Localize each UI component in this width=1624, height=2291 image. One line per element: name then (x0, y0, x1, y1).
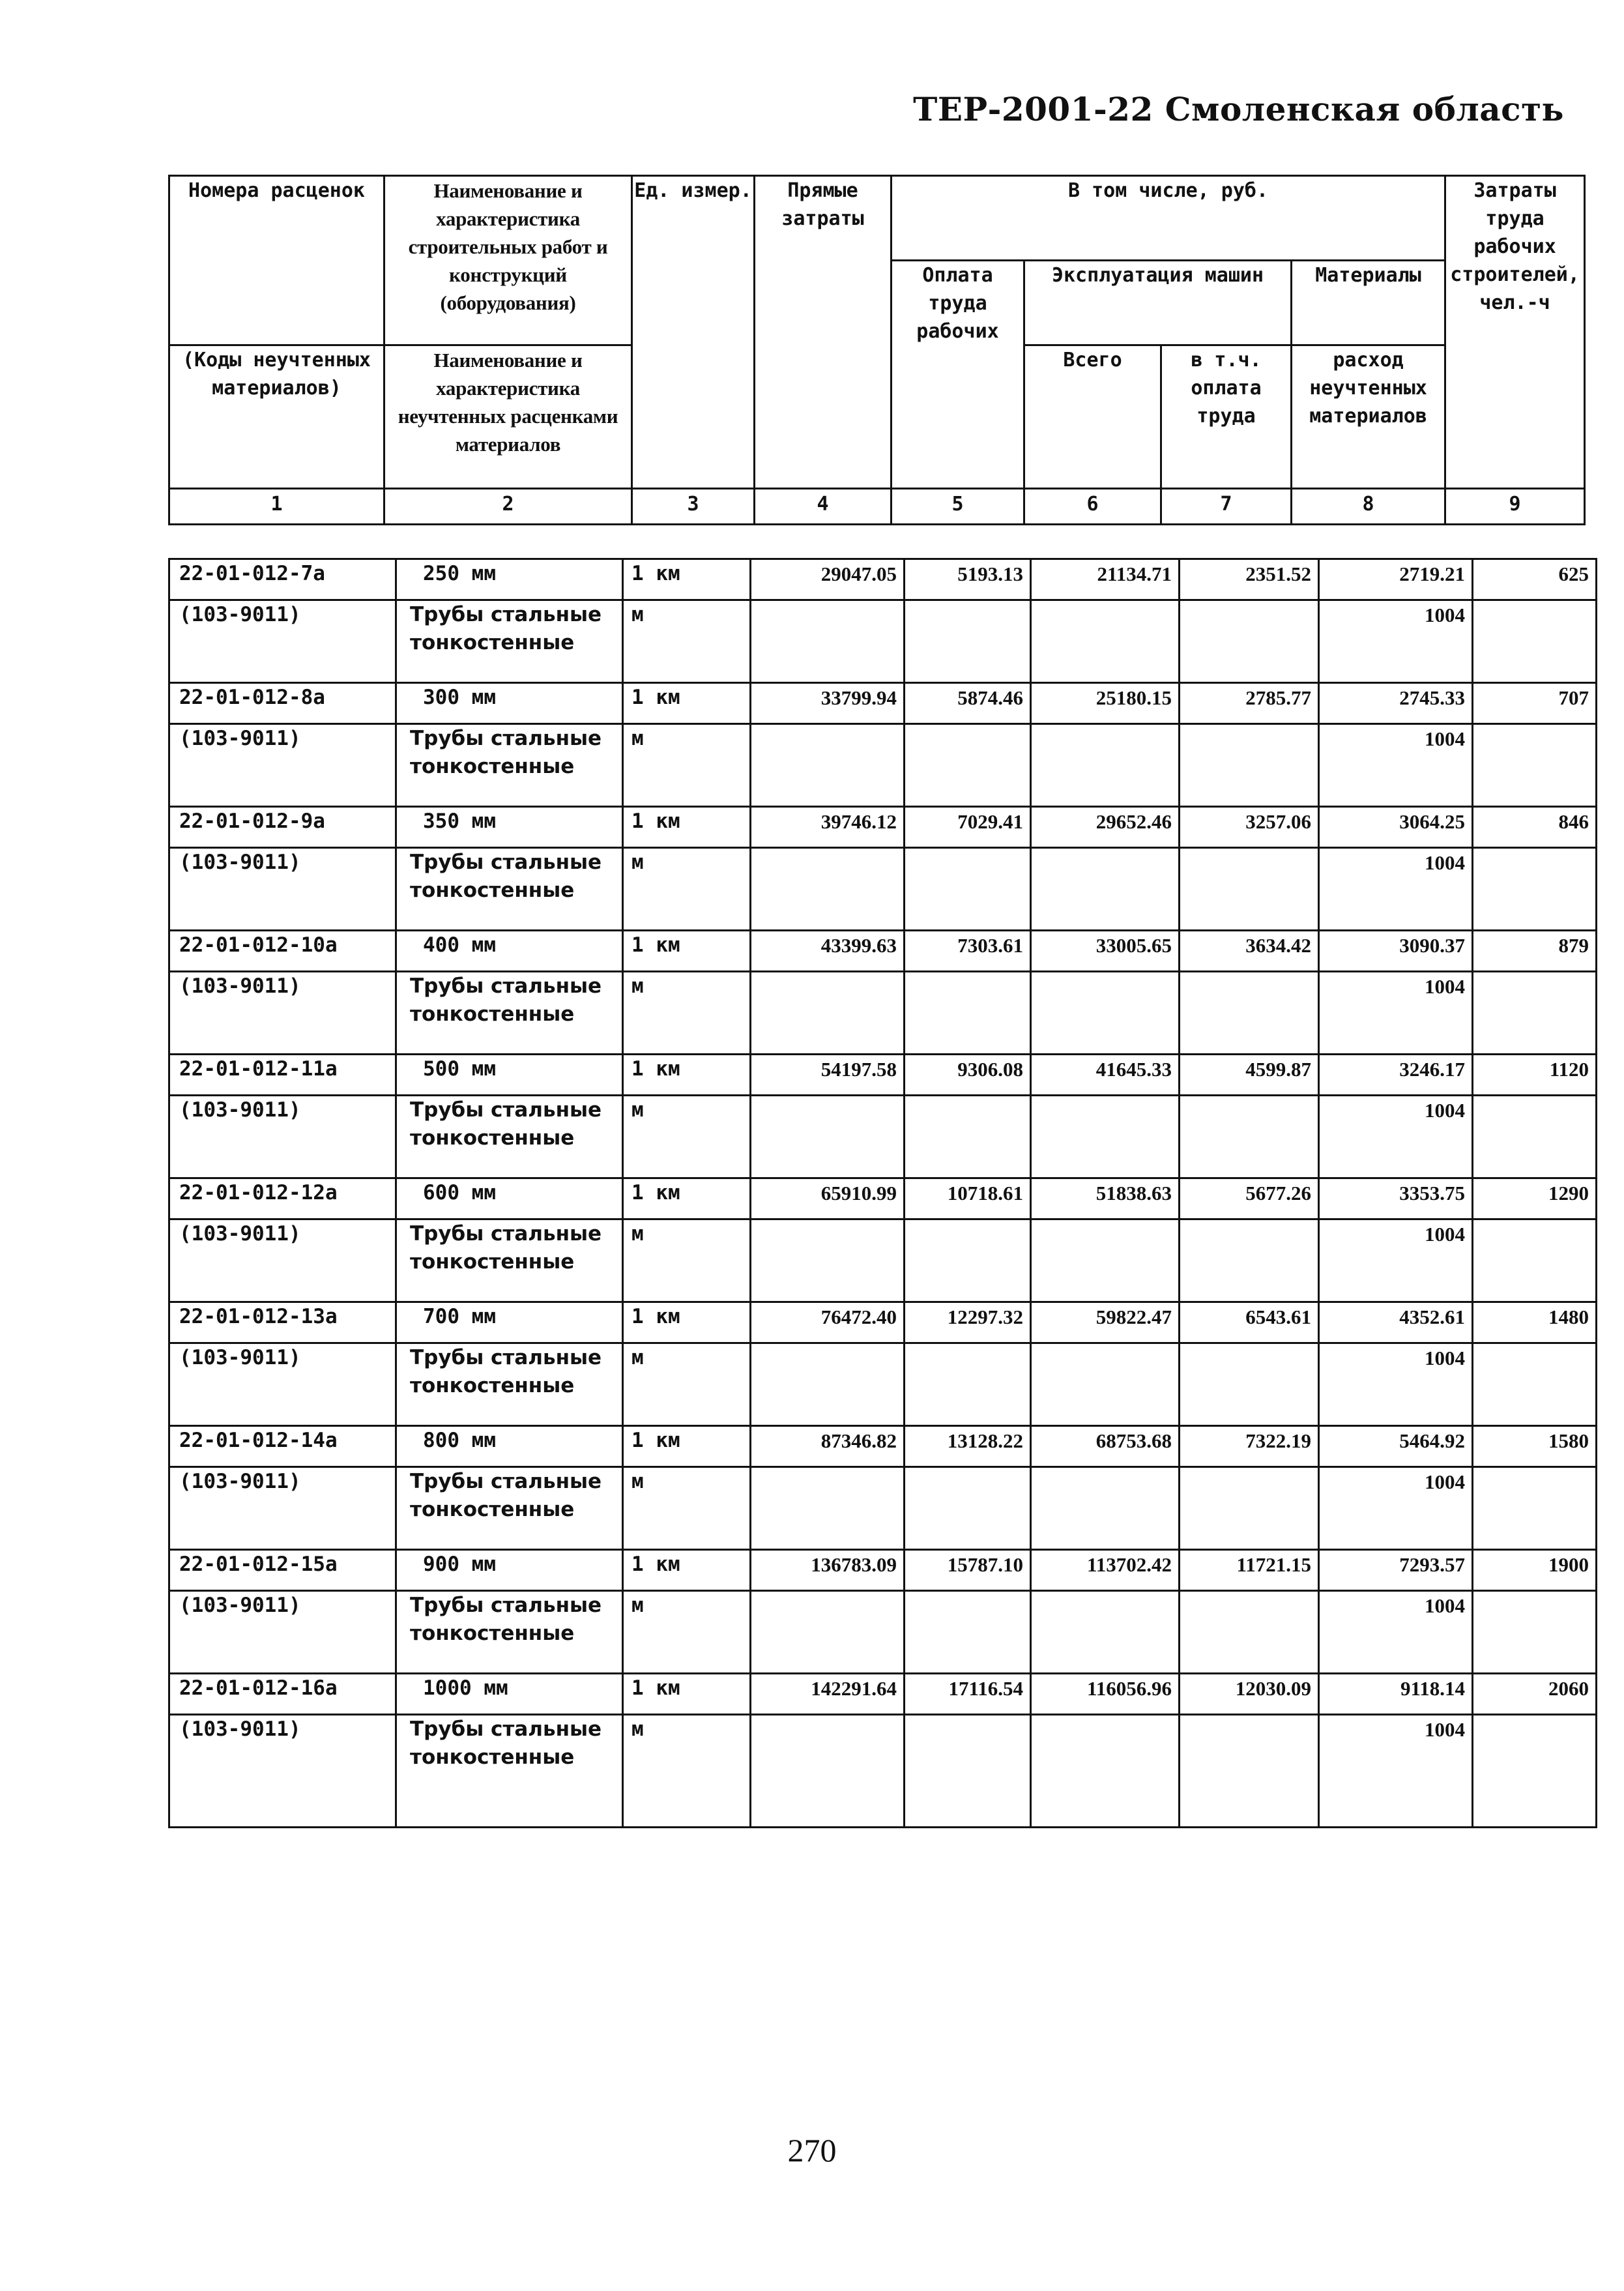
empty-cell (1180, 1715, 1319, 1828)
empty-cell (1473, 1343, 1597, 1426)
labor-hours: 1290 (1473, 1178, 1597, 1219)
material-unit: м (623, 1219, 751, 1302)
empty-cell (905, 1591, 1031, 1674)
material-unit: м (623, 972, 751, 1055)
empty-cell (751, 1219, 905, 1302)
page-title: ТЕР-2001-22 Смоленская область (913, 90, 1564, 128)
empty-cell (905, 1096, 1031, 1178)
empty-cell (905, 1715, 1031, 1828)
unit-cell: 1 км (623, 931, 751, 972)
material-name: Трубы стальные тонкостенные (396, 724, 623, 807)
rate-code: 22-01-012-16а (169, 1674, 396, 1715)
table-row (169, 1178, 1597, 1219)
material-code: (103-9011) (169, 1467, 396, 1550)
table-row (169, 1550, 1597, 1591)
table-row (169, 559, 1597, 600)
empty-cell (1473, 1219, 1597, 1302)
direct-cost: 136783.09 (751, 1550, 905, 1591)
material-unit: м (623, 1591, 751, 1674)
machines-labor-cost: 2351.52 (1180, 559, 1319, 600)
unit-cell: 1 км (623, 1178, 751, 1219)
empty-cell (1031, 1343, 1180, 1426)
unit-cell: 1 км (623, 1302, 751, 1343)
direct-cost: 54197.58 (751, 1055, 905, 1096)
empty-cell (905, 600, 1031, 683)
labor-cost: 12297.32 (905, 1302, 1031, 1343)
empty-cell (751, 1096, 905, 1178)
empty-cell (1473, 724, 1597, 807)
material-quantity: 1004 (1319, 972, 1473, 1055)
empty-cell (1473, 1467, 1597, 1550)
materials-cost: 4352.61 (1319, 1302, 1473, 1343)
direct-cost: 43399.63 (751, 931, 905, 972)
unit-cell: 1 км (623, 807, 751, 848)
material-unit: м (623, 1467, 751, 1550)
material-unit: м (623, 600, 751, 683)
labor-hours: 2060 (1473, 1674, 1597, 1715)
empty-cell (1031, 1096, 1180, 1178)
material-quantity: 1004 (1319, 724, 1473, 807)
rate-code: 22-01-012-15а (169, 1550, 396, 1591)
header-number: 5 (892, 489, 1024, 525)
empty-cell (751, 972, 905, 1055)
header-number: 6 (1024, 489, 1161, 525)
empty-cell (1473, 848, 1597, 931)
labor-cost: 15787.10 (905, 1550, 1031, 1591)
work-name: 300 мм (396, 683, 623, 724)
material-code: (103-9011) (169, 1096, 396, 1178)
empty-cell (905, 1467, 1031, 1550)
work-name: 250 мм (396, 559, 623, 600)
empty-cell (751, 724, 905, 807)
labor-hours: 707 (1473, 683, 1597, 724)
empty-cell (1031, 1715, 1180, 1828)
labor-cost: 9306.08 (905, 1055, 1031, 1096)
direct-cost: 76472.40 (751, 1302, 905, 1343)
material-name: Трубы стальные тонкостенные (396, 600, 623, 683)
material-unit: м (623, 848, 751, 931)
header-col8-bottom: расход неучтенных материалов (1292, 345, 1445, 489)
empty-cell (1031, 1219, 1180, 1302)
material-name: Трубы стальные тонкостенные (396, 1343, 623, 1426)
work-name: 1000 мм (396, 1674, 623, 1715)
materials-cost: 3090.37 (1319, 931, 1473, 972)
empty-cell (1473, 1591, 1597, 1674)
machines-cost: 116056.96 (1031, 1674, 1180, 1715)
machines-cost: 21134.71 (1031, 559, 1180, 600)
machines-labor-cost: 3257.06 (1180, 807, 1319, 848)
labor-hours: 625 (1473, 559, 1597, 600)
materials-cost: 7293.57 (1319, 1550, 1473, 1591)
material-row (169, 600, 1597, 683)
header-col9: Затраты труда рабочих строителей, чел.-ч (1445, 176, 1585, 489)
machines-labor-cost: 6543.61 (1180, 1302, 1319, 1343)
machines-labor-cost: 5677.26 (1180, 1178, 1319, 1219)
empty-cell (1180, 848, 1319, 931)
header-col4: Прямые затраты (755, 176, 892, 489)
labor-cost: 7303.61 (905, 931, 1031, 972)
header-col6: Всего (1024, 345, 1161, 489)
header-col2-bottom: Наименование и характеристика неучтенных расценками материалов (384, 345, 632, 489)
table-row (169, 807, 1597, 848)
empty-cell (1473, 972, 1597, 1055)
labor-cost: 5874.46 (905, 683, 1031, 724)
empty-cell (1473, 600, 1597, 683)
materials-cost: 3246.17 (1319, 1055, 1473, 1096)
work-name: 400 мм (396, 931, 623, 972)
material-name: Трубы стальные тонкостенные (396, 1096, 623, 1178)
empty-cell (1180, 724, 1319, 807)
work-name: 500 мм (396, 1055, 623, 1096)
empty-cell (751, 1591, 905, 1674)
empty-cell (1031, 848, 1180, 931)
empty-cell (1031, 1467, 1180, 1550)
machines-cost: 68753.68 (1031, 1426, 1180, 1467)
material-unit: м (623, 1715, 751, 1828)
machines-cost: 33005.65 (1031, 931, 1180, 972)
material-quantity: 1004 (1319, 1219, 1473, 1302)
page-number: 270 (787, 2132, 837, 2168)
machines-labor-cost: 12030.09 (1180, 1674, 1319, 1715)
table-row (169, 931, 1597, 972)
unit-cell: 1 км (623, 1055, 751, 1096)
header-col67: Эксплуатация машин (1024, 261, 1292, 345)
work-name: 800 мм (396, 1426, 623, 1467)
header-number: 2 (384, 489, 632, 525)
empty-cell (905, 1343, 1031, 1426)
empty-cell (905, 1219, 1031, 1302)
rate-code: 22-01-012-9а (169, 807, 396, 848)
material-code: (103-9011) (169, 1219, 396, 1302)
material-name: Трубы стальные тонкостенные (396, 1467, 623, 1550)
machines-labor-cost: 2785.77 (1180, 683, 1319, 724)
header-col5: Оплата труда рабочих (892, 261, 1024, 489)
materials-cost: 5464.92 (1319, 1426, 1473, 1467)
machines-cost: 41645.33 (1031, 1055, 1180, 1096)
materials-cost: 9118.14 (1319, 1674, 1473, 1715)
material-row (169, 724, 1597, 807)
machines-cost: 25180.15 (1031, 683, 1180, 724)
empty-cell (1180, 1219, 1319, 1302)
labor-hours: 1480 (1473, 1302, 1597, 1343)
machines-cost: 29652.46 (1031, 807, 1180, 848)
material-quantity: 1004 (1319, 1343, 1473, 1426)
material-unit: м (623, 724, 751, 807)
empty-cell (751, 1343, 905, 1426)
material-row (169, 1467, 1597, 1550)
unit-cell: 1 км (623, 1550, 751, 1591)
table-row (169, 1674, 1597, 1715)
labor-cost: 13128.22 (905, 1426, 1031, 1467)
rate-code: 22-01-012-11а (169, 1055, 396, 1096)
material-row (169, 1219, 1597, 1302)
header-number: 1 (169, 489, 384, 525)
material-row (169, 848, 1597, 931)
machines-labor-cost: 3634.42 (1180, 931, 1319, 972)
empty-cell (751, 848, 905, 931)
machines-labor-cost: 4599.87 (1180, 1055, 1319, 1096)
labor-hours: 1120 (1473, 1055, 1597, 1096)
material-row (169, 1591, 1597, 1674)
labor-cost: 10718.61 (905, 1178, 1031, 1219)
materials-cost: 3064.25 (1319, 807, 1473, 848)
material-code: (103-9011) (169, 600, 396, 683)
machines-cost: 113702.42 (1031, 1550, 1180, 1591)
machines-cost: 51838.63 (1031, 1178, 1180, 1219)
rate-code: 22-01-012-13а (169, 1302, 396, 1343)
material-unit: м (623, 1343, 751, 1426)
materials-cost: 2745.33 (1319, 683, 1473, 724)
work-name: 900 мм (396, 1550, 623, 1591)
table-row (169, 1302, 1597, 1343)
material-code: (103-9011) (169, 724, 396, 807)
empty-cell (1031, 972, 1180, 1055)
empty-cell (751, 1467, 905, 1550)
empty-cell (905, 972, 1031, 1055)
rate-code: 22-01-012-10а (169, 931, 396, 972)
direct-cost: 39746.12 (751, 807, 905, 848)
material-code: (103-9011) (169, 848, 396, 931)
empty-cell (751, 600, 905, 683)
material-name: Трубы стальные тонкостенные (396, 848, 623, 931)
table-header (168, 175, 1586, 525)
unit-cell: 1 км (623, 683, 751, 724)
material-row (169, 1715, 1597, 1828)
header-number: 9 (1445, 489, 1585, 525)
empty-cell (905, 848, 1031, 931)
header-number: 7 (1161, 489, 1292, 525)
material-row (169, 1343, 1597, 1426)
labor-hours: 1580 (1473, 1426, 1597, 1467)
material-name: Трубы стальные тонкостенные (396, 1715, 623, 1828)
empty-cell (1180, 1591, 1319, 1674)
unit-cell: 1 км (623, 1674, 751, 1715)
direct-cost: 29047.05 (751, 559, 905, 600)
material-unit: м (623, 1096, 751, 1178)
material-row (169, 1096, 1597, 1178)
empty-cell (1180, 600, 1319, 683)
header-col2-top: Наименование и характеристика строительных работ и конструкций (оборудования) (384, 176, 632, 345)
material-code: (103-9011) (169, 1591, 396, 1674)
header-group: В том числе, руб. (892, 176, 1445, 261)
labor-hours: 1900 (1473, 1550, 1597, 1591)
material-code: (103-9011) (169, 972, 396, 1055)
rate-code: 22-01-012-12а (169, 1178, 396, 1219)
direct-cost: 65910.99 (751, 1178, 905, 1219)
header-number: 8 (1292, 489, 1445, 525)
header-col8-top: Материалы (1292, 261, 1445, 345)
material-quantity: 1004 (1319, 1715, 1473, 1828)
labor-hours: 879 (1473, 931, 1597, 972)
unit-cell: 1 км (623, 1426, 751, 1467)
empty-cell (1031, 724, 1180, 807)
table-row (169, 1055, 1597, 1096)
empty-cell (1180, 1096, 1319, 1178)
rates-table (168, 558, 1597, 1828)
header-col1-top: Номера расценок (169, 176, 384, 345)
direct-cost: 33799.94 (751, 683, 905, 724)
material-name: Трубы стальные тонкостенные (396, 1219, 623, 1302)
header-col7: в т.ч. оплата труда (1161, 345, 1292, 489)
header-number: 4 (755, 489, 892, 525)
empty-cell (1473, 1715, 1597, 1828)
material-quantity: 1004 (1319, 600, 1473, 683)
work-name: 700 мм (396, 1302, 623, 1343)
material-row (169, 972, 1597, 1055)
empty-cell (1180, 1343, 1319, 1426)
direct-cost: 142291.64 (751, 1674, 905, 1715)
header-number: 3 (632, 489, 755, 525)
material-code: (103-9011) (169, 1343, 396, 1426)
labor-hours: 846 (1473, 807, 1597, 848)
empty-cell (1180, 1467, 1319, 1550)
materials-cost: 3353.75 (1319, 1178, 1473, 1219)
header-col3: Ед. измер. (632, 176, 755, 489)
empty-cell (905, 724, 1031, 807)
machines-labor-cost: 11721.15 (1180, 1550, 1319, 1591)
direct-cost: 87346.82 (751, 1426, 905, 1467)
labor-cost: 7029.41 (905, 807, 1031, 848)
material-name: Трубы стальные тонкостенные (396, 1591, 623, 1674)
empty-cell (1180, 972, 1319, 1055)
material-code: (103-9011) (169, 1715, 396, 1828)
machines-cost: 59822.47 (1031, 1302, 1180, 1343)
empty-cell (1031, 600, 1180, 683)
material-quantity: 1004 (1319, 1467, 1473, 1550)
empty-cell (1473, 1096, 1597, 1178)
labor-cost: 17116.54 (905, 1674, 1031, 1715)
unit-cell: 1 км (623, 559, 751, 600)
rate-code: 22-01-012-7а (169, 559, 396, 600)
work-name: 350 мм (396, 807, 623, 848)
table-row (169, 1426, 1597, 1467)
material-quantity: 1004 (1319, 848, 1473, 931)
empty-cell (1031, 1591, 1180, 1674)
materials-cost: 2719.21 (1319, 559, 1473, 600)
rate-code: 22-01-012-14а (169, 1426, 396, 1467)
machines-labor-cost: 7322.19 (1180, 1426, 1319, 1467)
material-quantity: 1004 (1319, 1096, 1473, 1178)
header-col1-bottom: (Коды неучтенных материалов) (169, 345, 384, 489)
empty-cell (751, 1715, 905, 1828)
material-quantity: 1004 (1319, 1591, 1473, 1674)
rate-code: 22-01-012-8а (169, 683, 396, 724)
table-row (169, 683, 1597, 724)
work-name: 600 мм (396, 1178, 623, 1219)
material-name: Трубы стальные тонкостенные (396, 972, 623, 1055)
labor-cost: 5193.13 (905, 559, 1031, 600)
